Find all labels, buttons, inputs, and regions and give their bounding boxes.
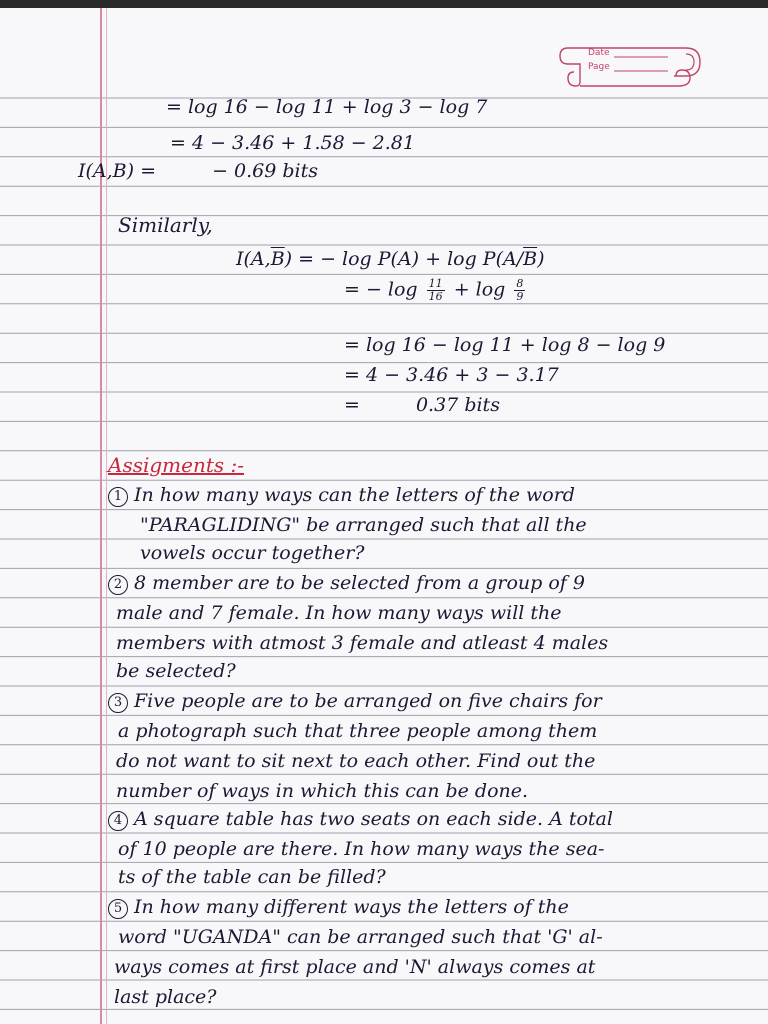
fraction-denominator: 16: [428, 290, 443, 303]
question-4-line-1: [108, 808, 613, 831]
question-3-line-3: do not want to sit next to each other. Find out the: [116, 750, 596, 772]
info-lhs: I(A,B) =: [78, 160, 157, 182]
fraction-11-16: [427, 278, 445, 303]
question-3-line-4: number of ways in which this can be done.: [116, 780, 529, 802]
question-5-line-2: word "UGANDA" can be arranged such that 'G' al-: [118, 926, 603, 948]
question-number-1: 1: [108, 487, 128, 507]
question-3-line-2: a photograph such that three people among them: [118, 720, 598, 742]
question-4-line-2: of 10 people are there. In how many ways the sea-: [118, 838, 605, 860]
question-2-line-2: male and 7 female. In how many ways will the: [116, 602, 562, 624]
page-top-edge: [0, 0, 768, 8]
question-number-4: 4: [108, 811, 128, 831]
question-2-line-4: be selected?: [116, 660, 236, 682]
question-2-line-1: [108, 572, 585, 595]
similarly-label: Similarly,: [118, 213, 213, 237]
info-result: − 0.69 bits: [212, 160, 318, 182]
question-5-line-4: last place?: [114, 986, 217, 1008]
math-line-3: [78, 160, 318, 182]
neg-log: = − log: [344, 278, 418, 301]
question-1-text: In how many ways can the letters of the word: [134, 484, 575, 506]
fraction-8-9: [514, 278, 525, 303]
math-line-1: = log 16 − log 11 + log 3 − log 7: [166, 96, 488, 118]
fraction-numerator: 8: [516, 277, 524, 290]
question-3-line-1: [108, 690, 602, 713]
math-line-2: = 4 − 3.46 + 1.58 − 2.81: [170, 132, 415, 154]
date-page-stamp: [556, 42, 706, 92]
question-number-2: 2: [108, 575, 128, 595]
question-1-line-3: vowels occur together?: [140, 542, 365, 564]
info-bbar-end: ): [537, 248, 545, 270]
b-bar: $\overline{B}$: [270, 248, 285, 270]
question-3-text: Five people are to be arranged on five chairs for: [134, 690, 602, 712]
math-line-6: [344, 278, 528, 303]
stamp-scroll-icon: [556, 42, 706, 92]
equals-sign: =: [344, 394, 360, 416]
info-bbar-rhs: ) = − log P(A) + log P(A/: [284, 248, 524, 270]
question-1-line-1: [108, 484, 575, 507]
question-4-text: A square table has two seats on each side. A total: [134, 808, 613, 830]
assignments-heading: [108, 454, 244, 477]
question-2-text: 8 member are to be selected from a group of 9: [134, 572, 585, 594]
math-line-9: [344, 394, 500, 416]
question-5-line-1: [108, 896, 569, 919]
question-5-text: In how many different ways the letters of the: [134, 896, 569, 918]
fraction-numerator: 11: [428, 277, 443, 290]
math-line-8: = 4 − 3.46 + 3 − 3.17: [344, 364, 559, 386]
info-result-2: 0.37 bits: [415, 394, 500, 416]
plus-log: + log: [453, 278, 506, 301]
info-bbar-lhs: I(A,: [236, 248, 271, 270]
question-2-line-3: members with atmost 3 female and atleast 4 males: [116, 632, 609, 654]
question-1-line-2: "PARAGLIDING" be arranged such that all the: [140, 514, 587, 536]
math-line-7: = log 16 − log 11 + log 8 − log 9: [344, 334, 666, 356]
b-bar-2: $\overline{B}$: [523, 248, 538, 270]
question-number-5: 5: [108, 899, 128, 919]
question-4-line-3: ts of the table can be filled?: [118, 866, 386, 888]
fraction-denominator: 9: [516, 290, 524, 303]
question-5-line-3: ways comes at first place and 'N' always comes at: [114, 956, 596, 978]
assignments-heading-text: Assigments :-: [108, 453, 245, 477]
page-label: Page: [588, 62, 610, 72]
math-line-5: [236, 248, 545, 270]
date-label: Date: [588, 48, 610, 58]
question-number-3: 3: [108, 693, 128, 713]
